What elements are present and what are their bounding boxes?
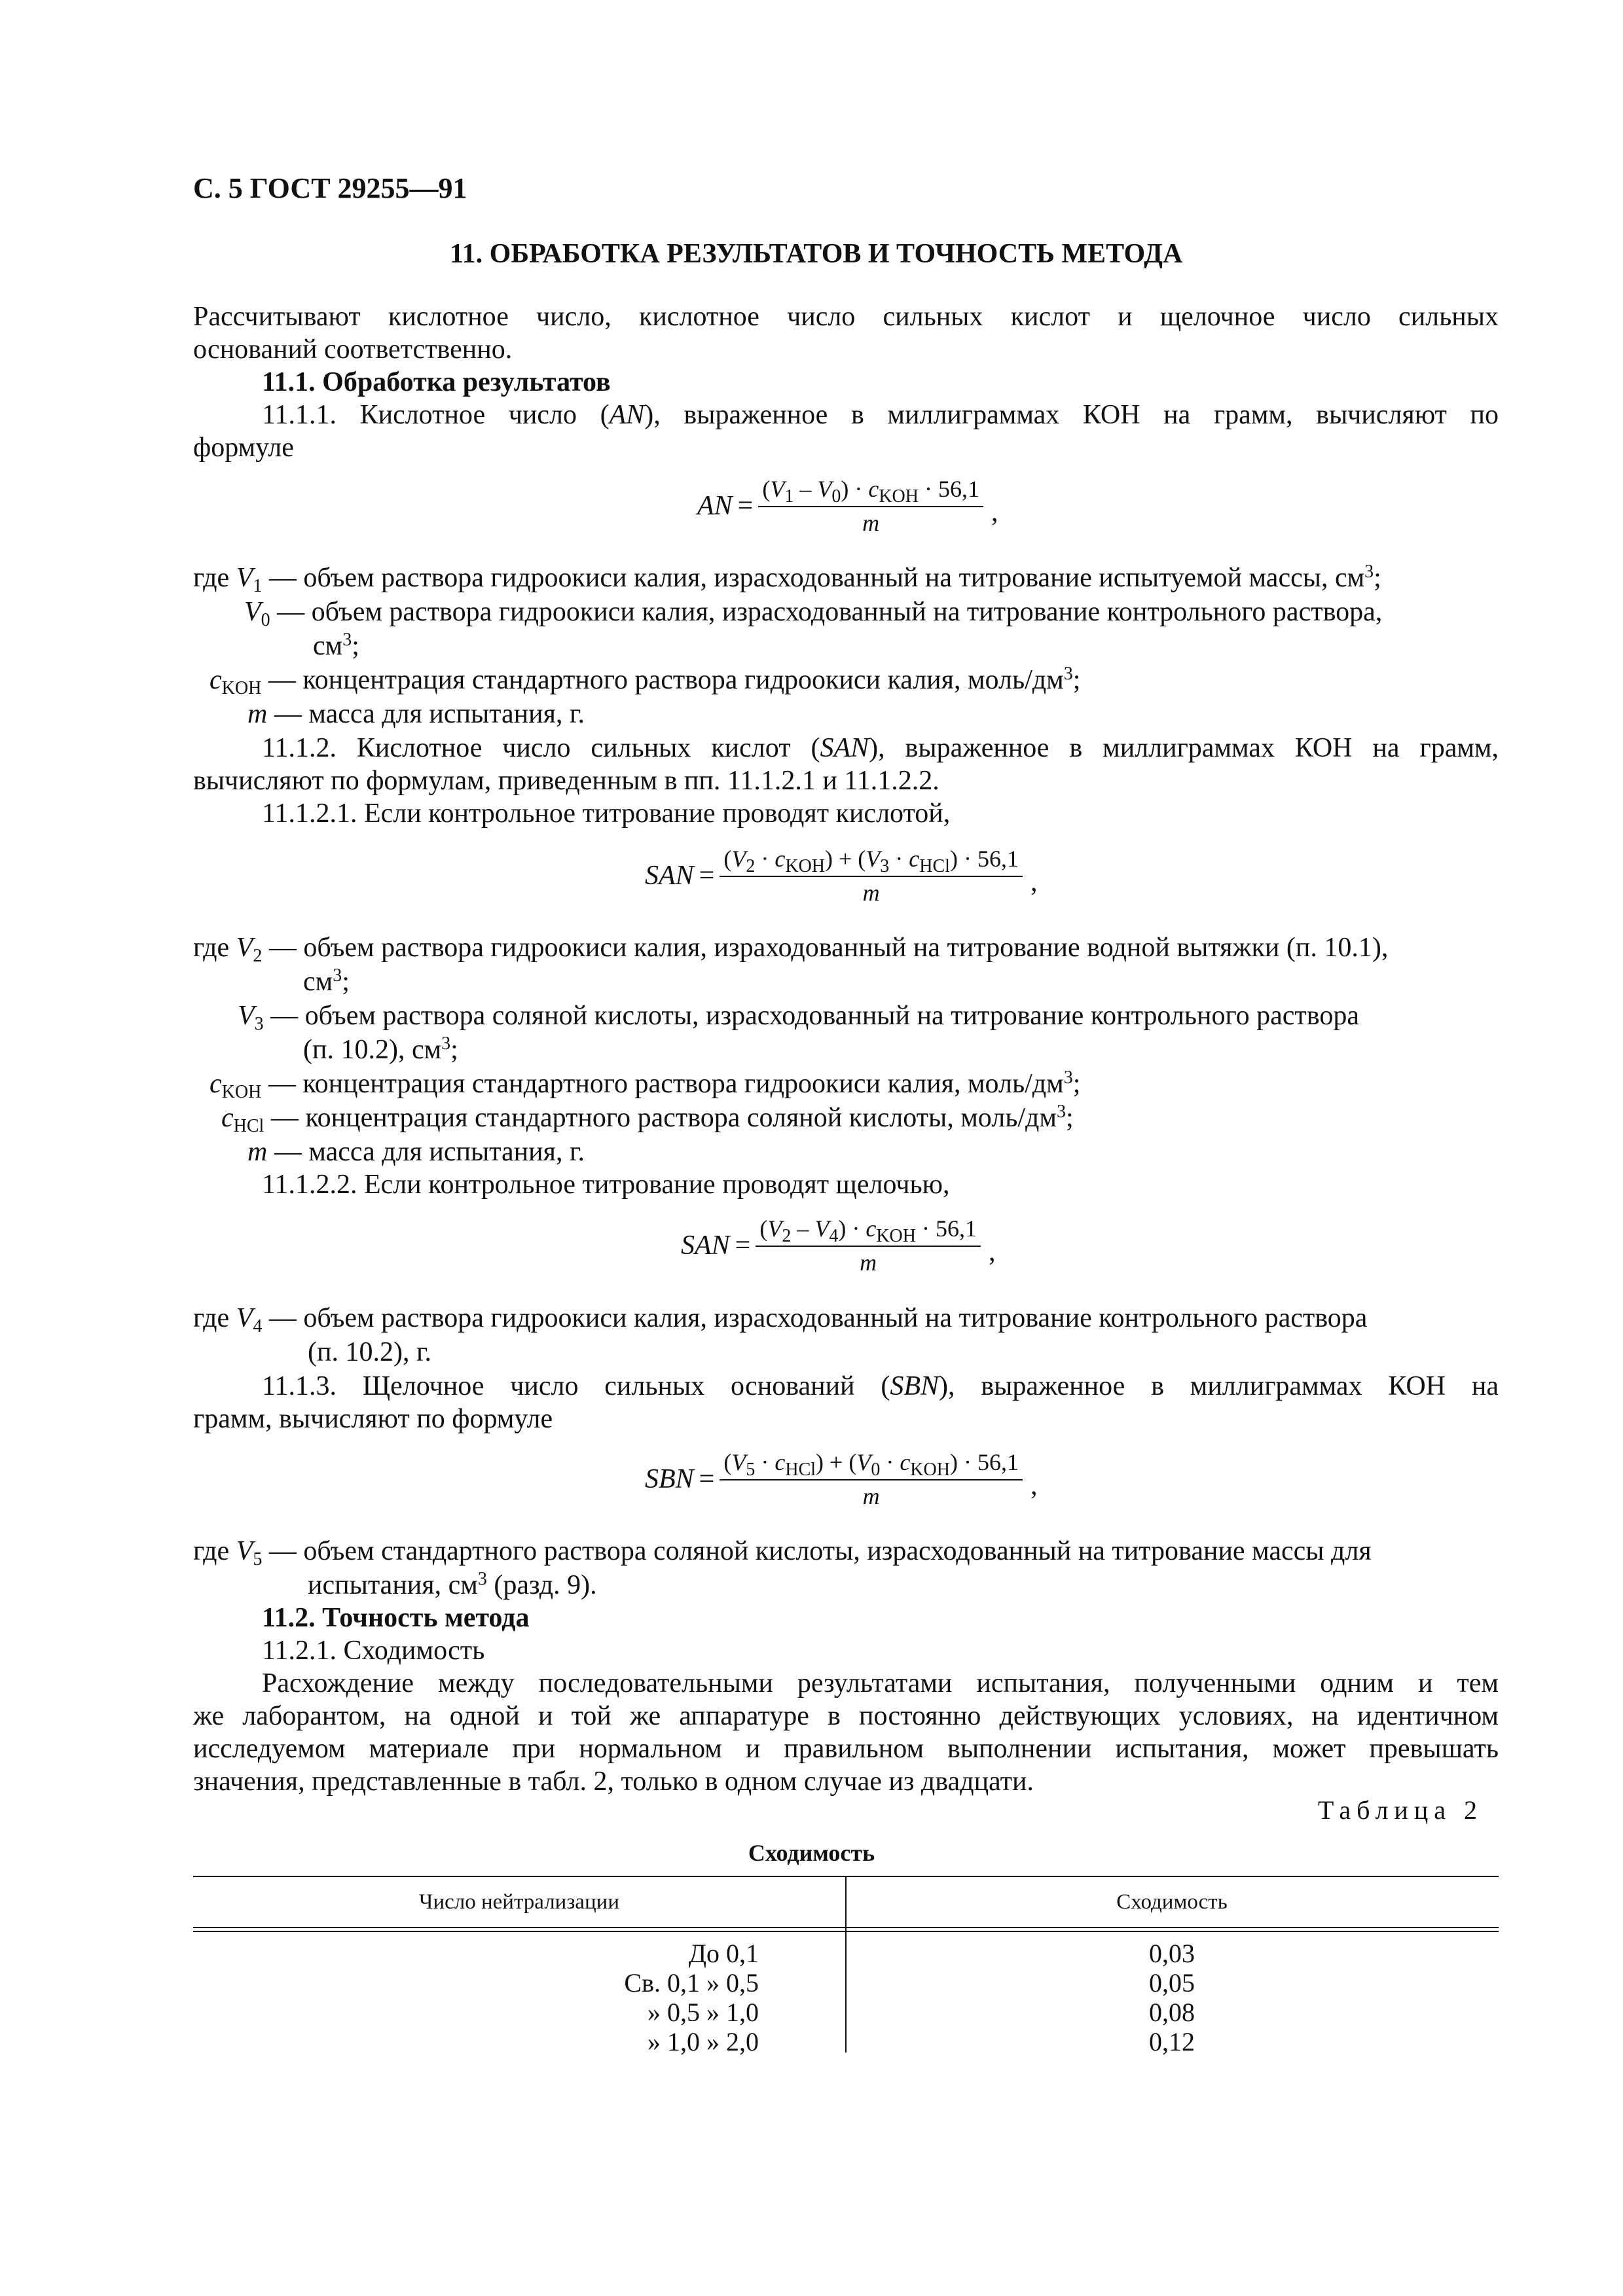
table-header-rule-1 bbox=[193, 1927, 1499, 1928]
formula-san-acid: SAN = $\frac{(V_2 \cdot c_{KOH}) + (V_3 \cdot c_{HCl}) \cdot 56,1}{m}$ , bbox=[645, 846, 1038, 906]
section-title: 11. ОБРАБОТКА РЕЗУЛЬТАТОВ И ТОЧНОСТЬ МЕТОДА bbox=[450, 239, 1183, 269]
subsection-title-11-2: 11.2. Точность метода bbox=[262, 1603, 530, 1633]
table-row-3-range: » 0,5 » 1,0 bbox=[647, 1998, 759, 2027]
definition-m: m — масса для испытания, г. bbox=[247, 699, 585, 729]
paragraph-11-1-1-line-2: формуле bbox=[193, 433, 294, 463]
subsection-title-11-1: 11.1. Обработка результатов bbox=[262, 367, 611, 397]
table-row-3-value: 0,08 bbox=[1149, 1998, 1195, 2027]
definition-v1: где $V_1$ — объем раствора гидроокиси калия, израсходованный на титрование испытуемой массы, $см^3$; bbox=[193, 562, 1381, 596]
paragraph-11-1-3-line-1: 11.1.3. Щелочное число сильных оснований (SBN), выраженное в миллиграммах КОН на bbox=[262, 1371, 1499, 1401]
intro-line-2: оснований соответственно. bbox=[193, 334, 513, 365]
paragraph-11-1-3-line-2: грамм, вычисляют по формуле bbox=[193, 1404, 553, 1434]
definition-v4: где $V_4$ — объем раствора гидроокиси калия, израсходованный на титрование контрольного раствора bbox=[193, 1303, 1368, 1336]
definitions-sbn bbox=[193, 1534, 1499, 1602]
definition-v2: где $V_2$ — объем раствора гидроокиси калия, израходованный на титрование водной вытяжки (п. 10.1), bbox=[193, 933, 1389, 966]
definitions-san-acid bbox=[193, 931, 1499, 1169]
definition-v0-cont: $см^3$; bbox=[313, 630, 359, 661]
paragraph-11-2-1-line-4: значения, представленные в табл. 2, только в одном случае из двадцати. bbox=[193, 1767, 1034, 1797]
definition-c-koh-2: $c_{KOH}$ — концентрация стандартного раствора гидроокиси калия, моль/$дм^3$; bbox=[210, 1067, 1081, 1102]
table-row-2-range: Св. 0,1 » 0,5 bbox=[624, 1968, 759, 1998]
definition-v5-cont: испытания, $см^3$ (разд. 9). bbox=[308, 1569, 597, 1600]
table-row-4-value: 0,12 bbox=[1149, 2027, 1195, 2056]
formula-san-base: SAN = $\frac{(V_2 - V_4) \cdot c_{KOH} \cdot 56,1}{m}$ , bbox=[681, 1215, 996, 1276]
intro-line-1: Рассчитывают кислотное число, кислотное число сильных кислот и щелочное число сильных bbox=[193, 302, 1499, 332]
paragraph-11-2-1-line-3: исследуемом материале при нормальном и правильном выполнении испытания, может превышать bbox=[193, 1734, 1499, 1764]
paragraph-11-1-2-2: 11.1.2.2. Если контрольное титрование проводят щелочью, bbox=[262, 1170, 950, 1200]
table-header-rule-2 bbox=[193, 1931, 1499, 1932]
page-header: С. 5 ГОСТ 29255—91 bbox=[193, 172, 467, 204]
paragraph-11-2-1-line-1: Расхождение между последовательными результатами испытания, полученными одним и тем bbox=[262, 1668, 1499, 1698]
definition-c-koh: $c_{KOH}$ — концентрация стандартного раствора гидроокиси калия, моль/$дм^3$; bbox=[210, 664, 1081, 698]
definitions-an bbox=[193, 561, 1499, 731]
paragraph-11-2-1-line-2: же лаборантом, на одной и той же аппаратуре в постоянно действующих условиях, на идентичном bbox=[193, 1701, 1499, 1731]
table-row-2-value: 0,05 bbox=[1149, 1968, 1195, 1998]
paragraph-11-1-2-line-1: 11.1.2. Кислотное число сильных кислот (SAN), выраженное в миллиграммах КОН на грамм, bbox=[262, 733, 1499, 763]
formula-an: AN = $\frac{(V_1 - V_0) \cdot c_{KOH} \cdot 56,1}{m}$ , bbox=[697, 476, 998, 536]
table-row-4-range: » 1,0 » 2,0 bbox=[647, 2027, 759, 2056]
table-column-ranges bbox=[193, 1939, 759, 2056]
definition-v5: где $V_5$ — объем стандартного раствора соляной кислоты, израсходованный на титрование массы для bbox=[193, 1536, 1372, 1570]
table-header-neutralization-number: Число нейтрализации bbox=[419, 1890, 619, 1914]
definition-v0: $V_0$ — объем раствора гидроокиси калия, израсходованный на титрование контрольного раствора, bbox=[244, 597, 1383, 630]
paragraph-11-1-1-line-1: 11.1.1. Кислотное число (AN), выраженное в миллиграммах КОН на грамм, вычисляют по bbox=[262, 400, 1499, 430]
definition-v4-cont: (п. 10.2), г. bbox=[308, 1337, 431, 1367]
definition-v2-cont: $см^3$; bbox=[303, 965, 350, 997]
table-header-convergence: Сходимость bbox=[1116, 1890, 1228, 1914]
table-row-1-value: 0,03 bbox=[1149, 1939, 1195, 1968]
table-title: Сходимость bbox=[748, 1840, 875, 1866]
table-column-values bbox=[845, 1939, 1499, 2056]
paragraph-11-1-2-line-2: вычисляют по формулам, приведенным в пп. 11.1.2.1 и 11.1.2.2. bbox=[193, 766, 939, 796]
table-caption: Таблица 2 bbox=[1317, 1795, 1483, 1825]
formula-sbn: SBN = $\frac{(V_5 \cdot c_{HCl}) + (V_0 \cdot c_{KOH}) \cdot 56,1}{m}$ , bbox=[645, 1449, 1038, 1509]
definition-m-2: m — масса для испытания, г. bbox=[247, 1137, 585, 1167]
definition-c-hcl: $c_{HCl}$ — концентрация стандартного раствора соляной кислоты, моль/$дм^3$; bbox=[221, 1102, 1074, 1136]
definition-v3: $V_3$ — объем раствора соляной кислоты, израсходованный на титрование контрольного раствора bbox=[238, 1001, 1359, 1034]
definition-v3-cont: (п. 10.2), $см^3$; bbox=[303, 1033, 458, 1065]
paragraph-11-1-2-1: 11.1.2.1. Если контрольное титрование проводят кислотой, bbox=[262, 798, 951, 829]
table-row-1-range: До 0,1 bbox=[688, 1939, 759, 1968]
subsection-title-11-2-1: 11.2.1. Сходимость bbox=[262, 1636, 485, 1666]
definitions-san-base bbox=[193, 1301, 1499, 1369]
